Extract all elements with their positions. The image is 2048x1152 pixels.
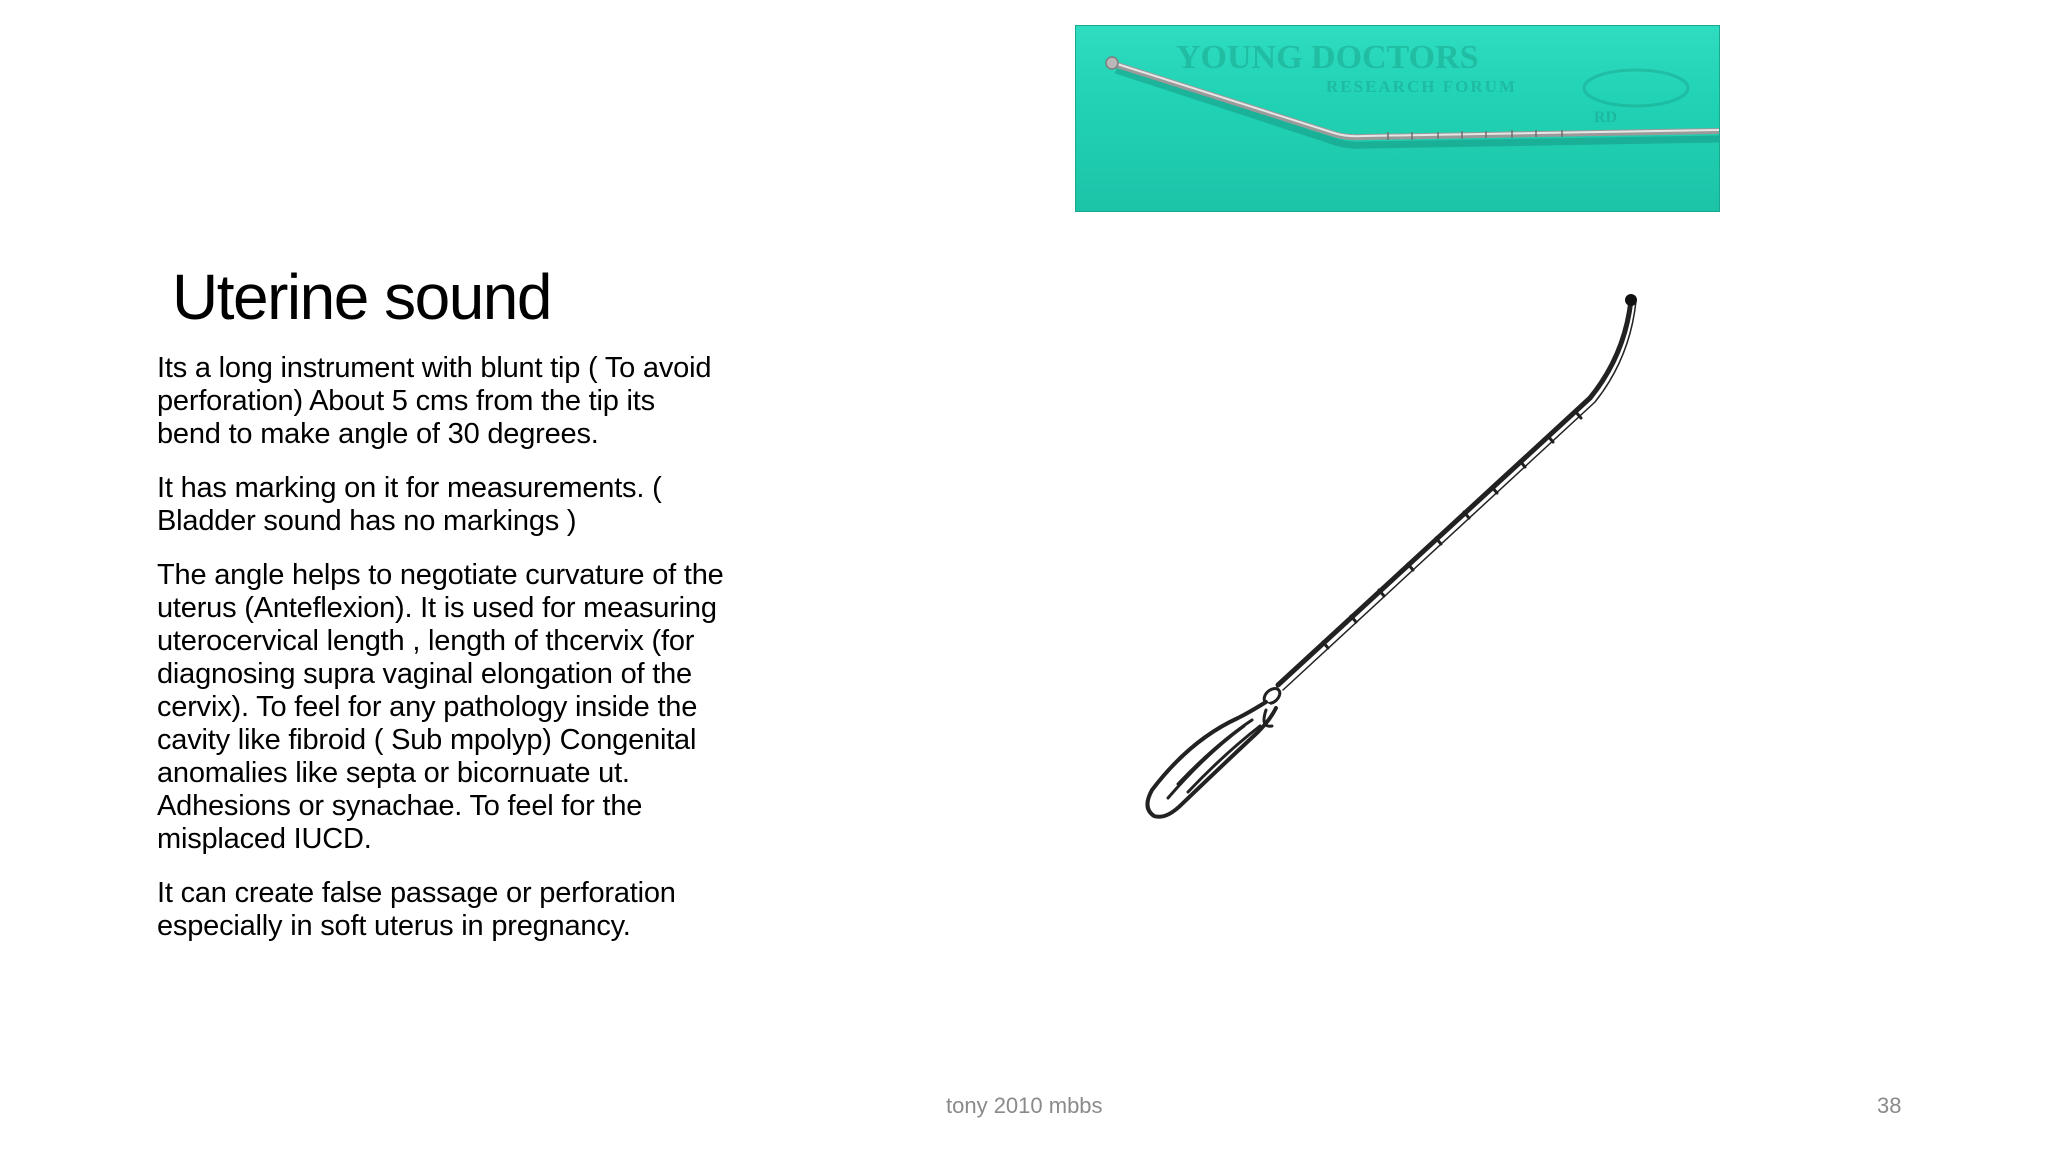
watermark-emblem <box>1584 70 1688 106</box>
footer-text: tony 2010 mbbs <box>946 1093 1103 1118</box>
uterine-sound-photo <box>1075 25 1720 212</box>
paragraph-uses: The angle helps to negotiate curvature of the uterus (Anteflexion). It is used for measuring uterocervical length , length of thcervix (for diagnosing supra vaginal elongation of the cervix). To feel for any pathology inside the cavity like fibroid ( Sub mpolyp) Congenital anomalies like septa or bicornuate ut. Adhesions or synachae. To feel for the misplaced IUCD. <box>157 559 724 855</box>
watermark-line2: RESEARCH FORUM <box>1326 77 1517 96</box>
drawing-handle <box>1147 702 1276 817</box>
uterine-sound-drawing-svg <box>1120 280 1680 860</box>
uterine-sound-drawing <box>1120 280 1680 860</box>
slide-title: Uterine sound <box>172 261 551 333</box>
paragraph-complications: It can create false passage or perforation especially in soft uterus in pregnancy. <box>157 877 676 942</box>
paragraph-markings: It has marking on it for measurements. ( Bladder sound has no markings ) <box>157 472 662 537</box>
uterine-sound-photo-svg <box>1076 26 1720 212</box>
drawing-shaft <box>1278 300 1631 685</box>
page-number: 38 <box>1877 1093 1902 1118</box>
drawing-tip <box>1625 294 1637 306</box>
watermark-line1: YOUNG DOCTORS <box>1176 39 1479 76</box>
instrument-tip <box>1106 57 1118 69</box>
paragraph-description: Its a long instrument with blunt tip ( To avoid perforation) About 5 cms from the tip its bend to make angle of 30 degrees. <box>157 352 712 450</box>
slide-body <box>157 352 817 964</box>
drawing-markings <box>1323 411 1581 648</box>
watermark-line3: RD <box>1594 109 1618 126</box>
